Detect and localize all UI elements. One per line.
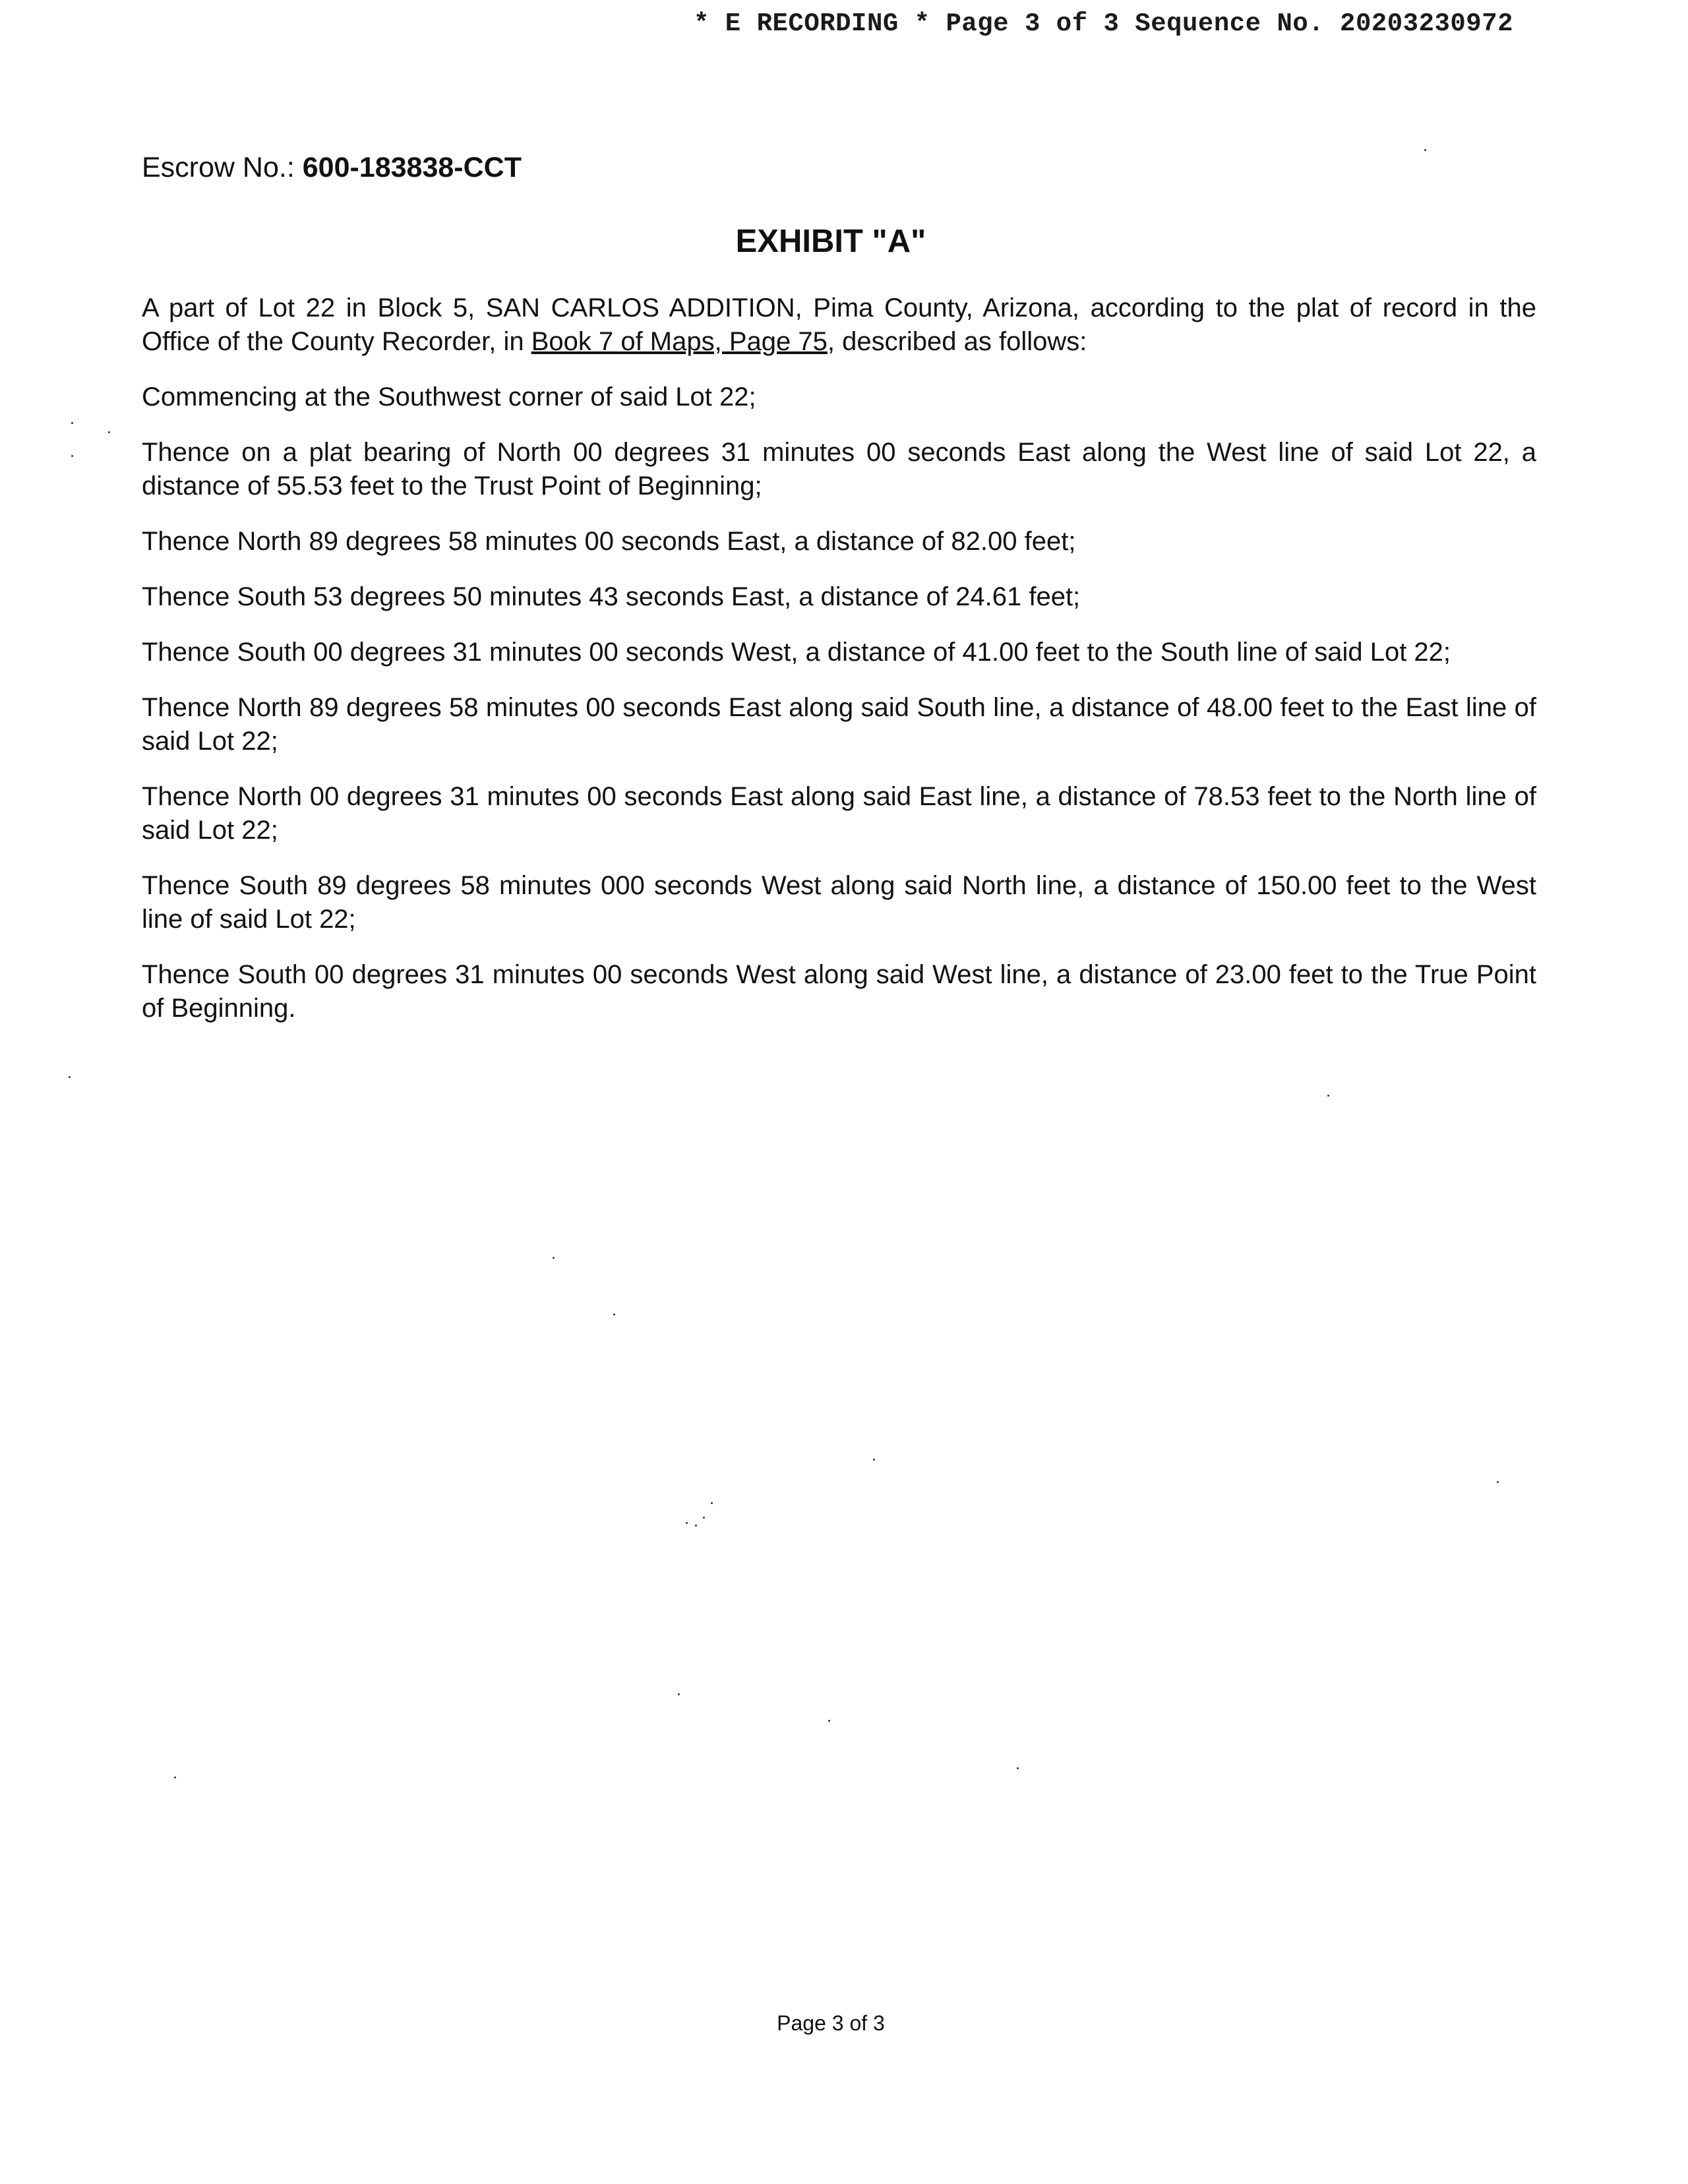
- scan-speck: [678, 1693, 680, 1695]
- scan-speck: [695, 1525, 697, 1527]
- escrow-line: [142, 152, 522, 184]
- scan-speck: [613, 1314, 615, 1316]
- escrow-label: Escrow No.:: [142, 152, 295, 183]
- exhibit-title: EXHIBIT "A": [735, 224, 926, 259]
- scan-speck: [71, 422, 73, 424]
- description-paragraph: Thence North 00 degrees 31 minutes 00 seconds East along said East line, a distance of 78.53 feet to the North line of said Lot 22;: [142, 782, 1536, 845]
- scan-speck: [71, 455, 73, 457]
- scan-speck: [108, 431, 110, 433]
- page-number-footer: Page 3 of 3: [777, 2011, 885, 2035]
- description-paragraph: Thence on a plat bearing of North 00 degrees 31 minutes 00 seconds East along the West line of said Lot 22, a distance of 55.53 feet to the Trust Point of Beginning;: [142, 438, 1536, 501]
- description-paragraph: Thence North 89 degrees 58 minutes 00 seconds East along said South line, a distance of 48.00 feet to the East line of said Lot 22;: [142, 693, 1536, 756]
- scan-speck: [1497, 1481, 1499, 1483]
- description-paragraph: Thence North 89 degrees 58 minutes 00 seconds East, a distance of 82.00 feet;: [142, 527, 1076, 556]
- scan-speck: [703, 1517, 705, 1519]
- description-paragraph: Thence South 53 degrees 50 minutes 43 seconds East, a distance of 24.61 feet;: [142, 582, 1081, 611]
- scan-speck: [711, 1502, 713, 1504]
- scan-speck: [873, 1459, 875, 1461]
- scan-speck: [174, 1776, 176, 1778]
- scan-speck: [1327, 1095, 1329, 1097]
- description-paragraph: Commencing at the Southwest corner of said Lot 22;: [142, 382, 756, 411]
- intro-text-before: A part of Lot 22 in Block 5, SAN CARLOS ADDITION, Pima County, Arizona, according to the plat of record in the Office of the County Recorder, in: [142, 293, 1536, 356]
- intro-text-after: , described as follows:: [827, 327, 1087, 356]
- scan-speck: [828, 1720, 830, 1722]
- description-paragraph: Thence South 00 degrees 31 minutes 00 seconds West along said West line, a distance of 23.00 feet to the True Point of Beginning.: [142, 960, 1536, 1023]
- book-reference: Book 7 of Maps, Page 75: [531, 327, 828, 356]
- scan-speck: [686, 1522, 688, 1524]
- description-paragraph: Thence South 00 degrees 31 minutes 00 seconds West, a distance of 41.00 feet to the South line of said Lot 22;: [142, 638, 1451, 667]
- scan-speck: [1424, 149, 1426, 151]
- legal-description: [142, 291, 1536, 1047]
- scan-speck: [1017, 1767, 1019, 1769]
- intro-paragraph: [142, 291, 1536, 359]
- recording-header: * E RECORDING * Page 3 of 3 Sequence No. 20203230972: [694, 9, 1513, 38]
- description-paragraph: Thence South 89 degrees 58 minutes 000 seconds West along said North line, a distance of 150.00 feet to the West line of said Lot 22;: [142, 871, 1536, 934]
- escrow-number: 600-183838-CCT: [302, 152, 522, 183]
- scan-speck: [553, 1257, 555, 1259]
- scan-speck: [69, 1076, 71, 1078]
